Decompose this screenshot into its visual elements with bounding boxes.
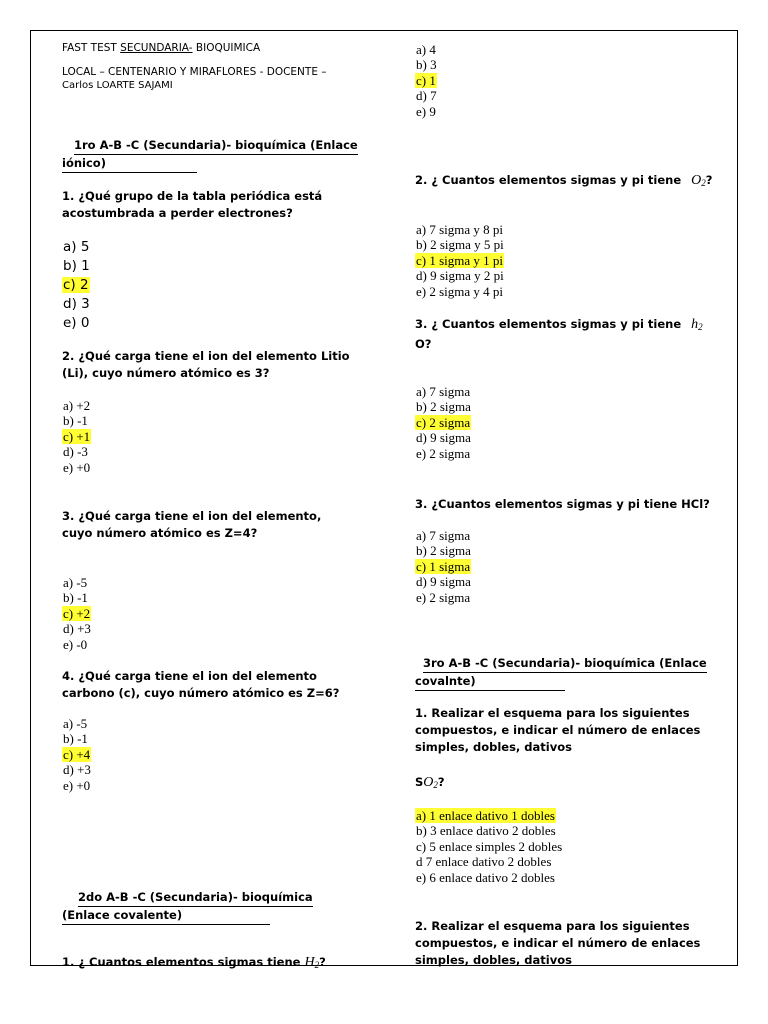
s1-q3-options bbox=[62, 575, 92, 652]
option-highlighted: c) +2 bbox=[63, 605, 91, 621]
option: a) 4 bbox=[416, 42, 436, 57]
s2-q3-options bbox=[415, 384, 472, 461]
option-highlighted: c) 1 bbox=[416, 72, 436, 88]
option: a) 5 bbox=[63, 239, 90, 255]
s1-question-2: 2. ¿Qué carga tiene el ion del elemento Litio (Li), cuyo número atómico es 3? bbox=[62, 349, 350, 380]
s1-q1-options bbox=[62, 238, 91, 333]
formula-o2: $O_2$ bbox=[691, 173, 706, 188]
s2-q1-options bbox=[415, 42, 438, 119]
option: a) 7 sigma bbox=[416, 528, 471, 543]
header-location: LOCAL – CENTENARIO Y MIRAFLORES - DOCENTE – bbox=[62, 66, 327, 78]
option: d) 9 sigma y 2 pi bbox=[416, 268, 504, 284]
s1-question-4: 4. ¿Qué carga tiene el ion del elemento carbono (c), cuyo número atómico es Z=6? bbox=[62, 669, 340, 700]
option: b) -1 bbox=[63, 590, 88, 606]
s3-q1-formula: $SO_2$? bbox=[415, 775, 445, 790]
option: a) -5 bbox=[63, 716, 88, 731]
s3-q1-options bbox=[415, 808, 563, 885]
option: b) 3 enlace dativo 2 dobles bbox=[416, 823, 556, 839]
s2-q2-options bbox=[415, 222, 505, 299]
option: a) 7 sigma bbox=[416, 384, 471, 399]
s1-q4-options bbox=[62, 716, 92, 793]
section1-heading: 1ro A-B -C (Secundaria)- bioquímica (Enlace iónico) bbox=[62, 137, 362, 173]
option: b) 2 sigma y 5 pi bbox=[416, 237, 504, 253]
option-highlighted: a) 1 enlace dativo 1 dobles bbox=[416, 808, 555, 823]
option: e) +0 bbox=[63, 777, 91, 793]
option-highlighted: c) 2 sigma bbox=[416, 414, 471, 430]
option: e) 9 bbox=[416, 103, 436, 119]
option: a) -5 bbox=[63, 575, 88, 590]
option: d) 9 sigma bbox=[416, 430, 471, 446]
option: e) 2 sigma bbox=[416, 589, 471, 605]
section3-heading: 3ro A-B -C (Secundaria)- bioquímica (Enlace covalnte) bbox=[415, 655, 715, 691]
option-highlighted: c) +1 bbox=[63, 428, 91, 444]
formula-h2: $H_2$ bbox=[304, 955, 320, 970]
option: b) -1 bbox=[63, 731, 88, 747]
option: d) -3 bbox=[63, 444, 88, 460]
s2-question-2: 2. ¿ Cuantos elementos sigmas y pi tiene $O_2$? bbox=[415, 173, 713, 188]
option: e) 2 sigma bbox=[416, 445, 471, 461]
formula-h2o: $h_2$ bbox=[691, 317, 703, 332]
option: e) +0 bbox=[63, 459, 91, 475]
option: e) 0 bbox=[63, 315, 90, 331]
option-highlighted: c) 2 bbox=[63, 277, 89, 293]
option: d 7 enlace dativo 2 dobles bbox=[416, 854, 552, 870]
header-title: FAST TEST SECUNDARIA- BIOQUIMICA bbox=[62, 42, 261, 54]
option: d) 7 bbox=[416, 88, 437, 104]
document-header bbox=[62, 41, 362, 93]
option-highlighted: c) 1 sigma bbox=[416, 558, 471, 574]
s2-question-1: 1. ¿ Cuantos elementos sigmas tiene $H_2$? bbox=[62, 955, 326, 970]
s2-question-3: 3. ¿ Cuantos elementos sigmas y pi tiene $h_2$ O? bbox=[415, 317, 703, 351]
header-teacher: Carlos LOARTE SAJAMI bbox=[62, 80, 173, 91]
s3-question-2: 2. Realizar el esquema para los siguientes compuestos, e indicar el número de enlaces simples, dobles, dativos bbox=[415, 919, 701, 967]
s2-q4-options bbox=[415, 528, 472, 605]
option: e) 6 enlace dativo 2 dobles bbox=[416, 869, 555, 885]
formula-so2: $O_2$ bbox=[423, 775, 438, 790]
option: c) 5 enlace simples 2 dobles bbox=[416, 838, 563, 854]
option: b) -1 bbox=[63, 413, 88, 429]
option: d) 3 bbox=[63, 296, 90, 312]
option: b) 3 bbox=[416, 57, 437, 73]
option: b) 1 bbox=[63, 258, 90, 274]
s1-question-1: 1. ¿Qué grupo de la tabla periódica está acostumbrada a perder electrones? bbox=[62, 189, 323, 220]
option: b) 2 sigma bbox=[416, 399, 471, 415]
s2-question-4: 3. ¿Cuantos elementos sigmas y pi tiene HCl? bbox=[415, 497, 710, 511]
option: d) 9 sigma bbox=[416, 574, 471, 590]
option: d) +3 bbox=[63, 762, 91, 778]
s3-question-1: 1. Realizar el esquema para los siguientes compuestos, e indicar el número de enlaces simples, dobles, dativos bbox=[415, 706, 701, 754]
option: a) +2 bbox=[63, 398, 91, 413]
option: d) +3 bbox=[63, 621, 91, 637]
option: e) -0 bbox=[63, 636, 88, 652]
s1-q2-options bbox=[62, 398, 91, 475]
option: a) 7 sigma y 8 pi bbox=[416, 222, 504, 237]
section2-heading: 2do A-B -C (Secundaria)- bioquímica (Enlace covalente) bbox=[62, 889, 362, 925]
option: e) 2 sigma y 4 pi bbox=[416, 283, 504, 299]
option-highlighted: c) +4 bbox=[63, 746, 91, 762]
s1-question-3: 3. ¿Qué carga tiene el ion del elemento, cuyo número atómico es Z=4? bbox=[62, 509, 322, 540]
option: b) 2 sigma bbox=[416, 543, 471, 559]
option-highlighted: c) 1 sigma y 1 pi bbox=[416, 252, 504, 268]
